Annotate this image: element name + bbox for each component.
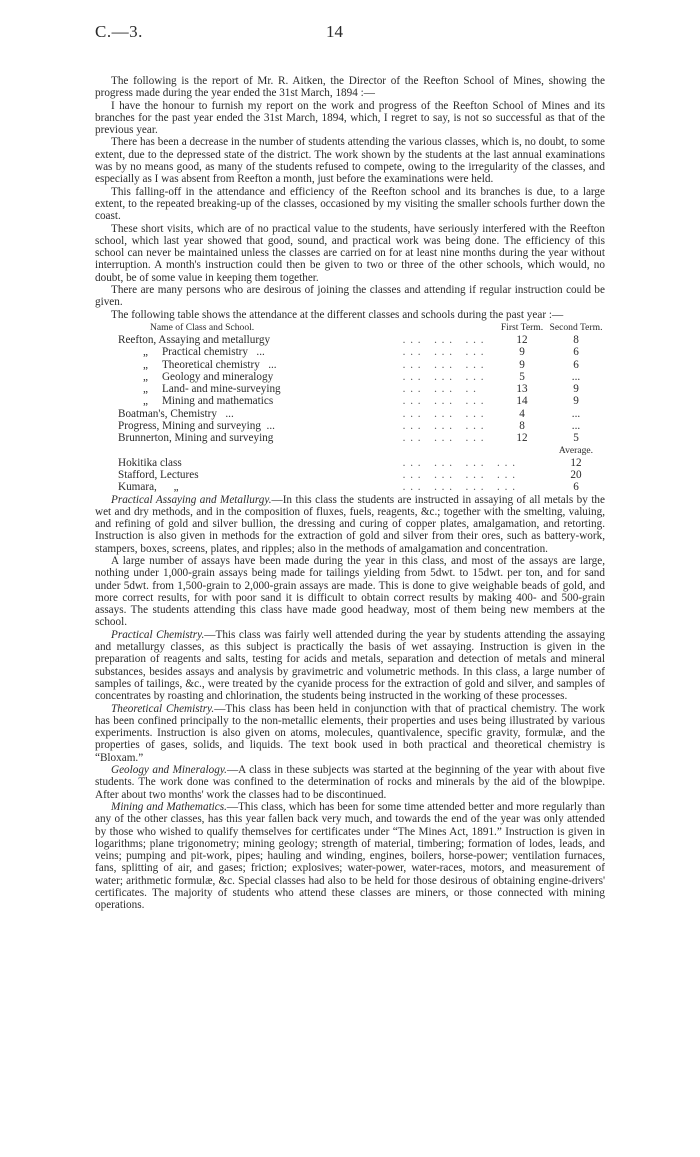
leader-dots: . . .	[402, 383, 422, 396]
table-row	[95, 408, 605, 420]
leader-dots: . . .	[434, 370, 454, 383]
leader-dots: . . .	[465, 333, 485, 346]
leader-dots: ...	[268, 358, 277, 371]
section-text: —This class has been held in conjunction with that of practical chemistry. The work has been confined principally to the non-metallic elements, their properties and uses being illustrated by various experiments. Instruction is also given on atoms, molecules, quantivalence, specific gravity, formulæ, and the properties of gases, solids, and liquids. The text book used in both practical and theoretical chemistry is “Bloxam.”	[95, 702, 605, 764]
leader-dots: . . .	[402, 346, 422, 359]
leader-dots: . . .	[465, 370, 485, 383]
ditto-mark: „	[143, 395, 148, 408]
table-header-row	[95, 322, 605, 334]
row-first-term: 12	[516, 432, 528, 445]
row-name: Land- and mine-surveying	[161, 383, 281, 396]
section-title: Geology and Mineralogy.	[111, 764, 227, 777]
table-row	[95, 457, 605, 469]
row-average: 12	[570, 456, 582, 469]
row-name: Kumara,	[118, 481, 157, 494]
row-first-term: 13	[516, 383, 528, 396]
section-title: Practical Chemistry.	[111, 628, 205, 641]
row-name: Theoretical chemistry	[161, 358, 260, 371]
row-first-term: 9	[519, 358, 525, 371]
leader-dots: . . .	[402, 481, 422, 494]
row-second-term: ...	[571, 420, 581, 433]
leader-dots: . . .	[465, 407, 485, 420]
row-name: Geology and mineralogy	[161, 370, 274, 383]
row-average: 6	[573, 481, 579, 494]
leader-dots: . . .	[434, 456, 454, 469]
row-name: Mining and mathematics	[161, 395, 274, 408]
table-row	[95, 371, 605, 383]
leader-dots: . . .	[402, 333, 422, 346]
paragraph-decrease: There has been a decrease in the number of students attending the various classes, which is, no doubt, to some extent, due to the depressed state of the district. The work shown by the students at the last annual examinations was by no means good, as many of the students refused to compete, owing to the irregularity of the classes, and especially as I was absent from Reefton a month, just before the examinations were held.	[95, 136, 605, 186]
leader-dots: . .	[465, 383, 477, 396]
paragraph-honour: I have the honour to furnish my report on the work and progress of the Reefton School of Mines and its branches for the past year ended the 31st March, 1894, which, I regret to say, is not so successful as that of the previous year.	[95, 99, 605, 137]
page-header	[0, 22, 700, 44]
row-second-term: 5	[573, 432, 579, 445]
leader-dots: . . .	[465, 346, 485, 359]
table-row	[95, 481, 605, 493]
leader-dots: . . .	[402, 407, 422, 420]
leader-dots: . . .	[465, 432, 485, 445]
row-second-term: 8	[573, 333, 579, 346]
section-title: Mining and Mathematics.	[111, 800, 227, 813]
section-assaying-continued: A large number of assays have been made during the year in this class, and most of the assays are large, nothing under 1,000-grain assays being made for tailings yielding from 5dwt. to 15dwt. per ton, and for sand under 5dwt. from 1,500-grain to 2,000-grain assays are made. This is done to give weighable beads of gold, and more correct results, for with poor sand it is difficult to obtain correct results by making 400- and 500-grain assays. The students attending this class have made good headway, most of them being new members at the school.	[95, 554, 605, 629]
table-row	[95, 469, 605, 481]
row-name: Brunnerton, Mining and surveying	[118, 432, 274, 445]
leader-dots: ...	[225, 407, 234, 420]
section-text: —A class in these subjects was started at the beginning of the year with about five students. The work done was confined to the determination of rocks and minerals by the aid of the blowpipe. After about two months' work the classes had to be discontinued.	[95, 764, 605, 801]
leader-dots: . . .	[434, 346, 454, 359]
row-first-term: 9	[519, 346, 525, 359]
row-name: Reefton, Assaying and metallurgy	[118, 333, 271, 346]
row-second-term: 6	[573, 346, 579, 359]
section-geology	[95, 764, 605, 801]
row-name: Hokitika class	[118, 456, 182, 469]
row-first-term: 4	[519, 407, 525, 420]
leader-dots: . . .	[434, 358, 454, 371]
row-second-term: 6	[573, 358, 579, 371]
leader-dots: . . .	[434, 481, 454, 494]
table-row	[95, 420, 605, 432]
section-text: —This class was fairly well attended during the year by students attending the assaying and metallurgy classes, as this subject is practically the basis of wet assaying. Instruction is given in the preparation of reagents and salts, testing for acids and metals, separation and detection of metals and mineral substances, besides assays and analysis by gravimetric and volumetric methods. In this class, a large number of samples of tailings, &c., were treated by the cyanide process for the extraction of gold and silver, and samples of concentrates by roasting and chlorination, the students being instructed in the working of these processes.	[95, 628, 605, 703]
row-name: Progress, Mining and surveying	[118, 420, 261, 433]
paragraph-desirous: There are many persons who are desirous of joining the classes and attending if regular instruction could be given.	[95, 284, 605, 309]
paragraph-table-intro: The following table shows the attendance at the different classes and schools during the past year :—	[111, 308, 564, 321]
leader-dots: . . .	[465, 395, 485, 408]
leader-dots: . . .	[402, 420, 422, 433]
row-second-term: 9	[573, 383, 579, 396]
leader-dots: . . .	[402, 358, 422, 371]
leader-dots: ...	[256, 346, 265, 359]
leader-dots: . . .	[434, 468, 454, 481]
section-text: —In this class the students are instructed in assaying of all metals by the wet and dry methods, and in the composition of fluxes, fuels, reagents, &c.; together with the smelting, valuing, and refining of gold and silver bullion, the dressing and curing of copper plates, amalgamation, and retorting. Instruction is also given in methods for the extraction of gold and silver from their ores, such as battery-work, stampers, boxes, screens, plates, and ripples; also in the methods of amalgamation and concentration.	[95, 493, 605, 555]
section-title: Theoretical Chemistry.	[111, 702, 215, 715]
leader-dots: . . .	[434, 395, 454, 408]
leader-dots: ...	[266, 420, 275, 433]
row-first-term: 14	[516, 395, 528, 408]
col-header-average: Average.	[558, 444, 594, 456]
leader-dots: . . .	[497, 481, 516, 494]
table-row	[95, 334, 605, 346]
ditto-mark: „	[143, 358, 148, 371]
row-name: Practical chemistry	[161, 346, 249, 359]
leader-dots: . . .	[402, 395, 422, 408]
leader-dots: . . .	[465, 481, 485, 494]
report-body	[95, 75, 605, 912]
section-mining	[95, 801, 605, 912]
table-row	[95, 359, 605, 371]
col-header-first-term: First Term.	[500, 321, 544, 333]
leader-dots: . . .	[497, 468, 516, 481]
leader-dots: . . .	[497, 456, 516, 469]
row-second-term: ...	[571, 370, 581, 383]
row-second-term: 9	[573, 395, 579, 408]
table-row	[95, 395, 605, 407]
page-number: 14	[326, 22, 343, 41]
leader-dots: . . .	[402, 468, 422, 481]
section-assaying	[95, 494, 605, 555]
leader-dots: . . .	[465, 358, 485, 371]
leader-dots: . . .	[434, 420, 454, 433]
ditto-mark: „	[143, 346, 148, 359]
row-first-term: 12	[516, 333, 528, 346]
leader-dots: . . .	[434, 407, 454, 420]
leader-dots: . . .	[465, 468, 485, 481]
leader-dots: . . .	[465, 456, 485, 469]
col-header-second-term: Second Term.	[549, 321, 603, 333]
row-first-term: 8	[519, 420, 525, 433]
row-second-term: ...	[571, 407, 581, 420]
table-row	[95, 346, 605, 358]
average-header-row	[95, 445, 605, 457]
table-row	[95, 432, 605, 444]
parliamentary-paper-ref: C.—3.	[95, 22, 143, 41]
section-text: —This class, which has been for some time attended better and more regularly than any of the other classes, has this year fallen back very much, and towards the end of the year was only attended by those who wished to qualify themselves for certificates under “The Mines Act, 1891.” Instruction is given in logarithms; plane trigonometry; mining geology; strength of material, timbering; formation of lodes, leads, and veins; pumping and pit-work, pipes; hauling and winding, engines, boilers, horse-power; ventilation furnaces, fans, splitting of air, and gases; friction; explosives; water-power, water-races, motors, and measurement of water; arithmetic formulæ, &c. Special classes had also to be held for those desirous of obtaining engine-drivers' certificates. The majority of students who attend these classes are miners, or those connected with mining operations.	[95, 800, 605, 912]
section-theoretical-chemistry	[95, 703, 605, 764]
paragraph-intro: The following is the report of Mr. R. Aitken, the Director of the Reefton School of Mines, showing the progress made during the year ended the 31st March, 1894 :—	[95, 75, 605, 100]
ditto-mark: „	[143, 370, 148, 383]
row-average: 20	[570, 468, 582, 481]
paragraph-falling-off: This falling-off in the attendance and efficiency of the Reefton school and its branches is due, to a large extent, to the repeated breaking-up of the classes, occasioned by my visiting the smaller schools further down the coast.	[95, 185, 605, 223]
paragraph-short-visits: These short visits, which are of no practical value to the students, have seriously interfered with the Reefton school, which last year showed that good, sound, and practical work was being done. The efficiency of this school can never be maintained unless the classes are carried on for at least nine months during the year without interruption. A month's instruction could then be given to two or three of the other schools, which would, no doubt, be of some value in keeping them together.	[95, 222, 605, 284]
section-title: Practical Assaying and Metallurgy.	[111, 493, 272, 506]
leader-dots: . . .	[402, 456, 422, 469]
row-first-term: 5	[519, 370, 525, 383]
leader-dots: . . .	[434, 333, 454, 346]
leader-dots: . . .	[434, 383, 454, 396]
section-practical-chemistry	[95, 629, 605, 703]
leader-dots: . . .	[465, 420, 485, 433]
leader-dots: . . .	[434, 432, 454, 445]
row-name: Boatman's, Chemistry	[118, 407, 217, 420]
row-name: Stafford, Lectures	[118, 468, 199, 481]
leader-dots: . . .	[402, 432, 422, 445]
table-row	[95, 383, 605, 395]
attendance-table	[95, 322, 605, 494]
col-header-name: Name of Class and School.	[150, 321, 255, 333]
ditto-mark: „	[173, 481, 179, 494]
ditto-mark: „	[143, 383, 148, 396]
leader-dots: . . .	[402, 370, 422, 383]
